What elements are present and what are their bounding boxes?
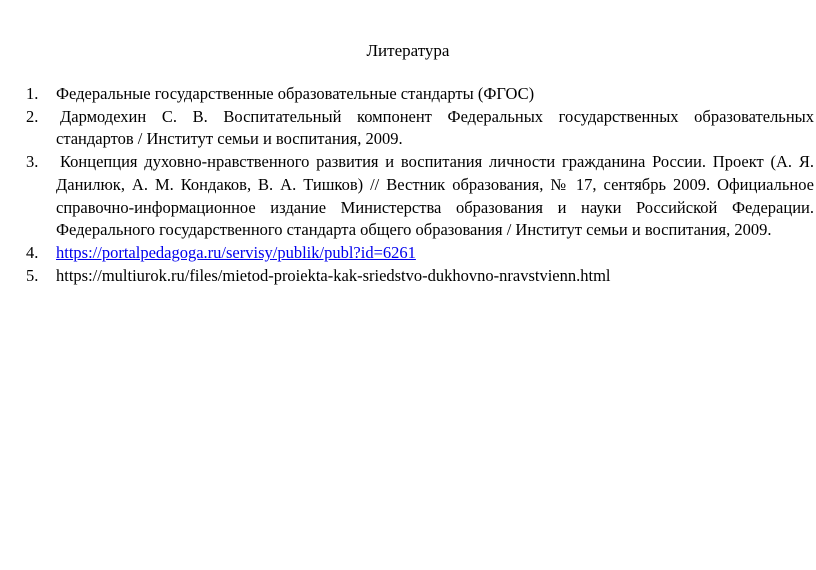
- reference-link[interactable]: https://portalpedagoga.ru/servisy/publik/publ?id=6261: [56, 242, 416, 262]
- page-title: Литература: [366, 41, 450, 60]
- reference-number: 1.: [26, 84, 39, 103]
- reference-text: Федеральные государственные образовательные стандарты (ФГОС): [56, 84, 535, 103]
- reference-item-2: [26, 106, 814, 151]
- reference-text: Дармодехин С. В. Воспитательный компонент Федеральных государственных образовательных стандартов / Институт семьи и воспитания, 2009.: [56, 106, 814, 149]
- reference-text: Концепция духовно-нравственного развития и воспитания личности гражданина России. Проект (А. Я. Данилюк, А. М. Кондаков, В. А. Тишков) // Вестник образования, № 17, сентябрь 2009. Официальное справочно-информационное издание Министерства образования и науки Российской Федерации. Федерального государственного стандарта общего образования / Институт семьи и воспитания, 2009.: [56, 152, 814, 240]
- reference-number: 2.: [26, 106, 39, 126]
- reference-number: 5.: [26, 265, 39, 285]
- reference-item-3: [26, 151, 814, 242]
- reference-item-4: [26, 242, 814, 265]
- reference-item-5: [26, 265, 814, 288]
- reference-item-1: [26, 83, 814, 106]
- reference-text: https://multiurok.ru/files/mietod-proiekta-kak-sriedstvo-dukhovno-nravstvienn.html: [56, 265, 611, 285]
- reference-list: [26, 83, 814, 287]
- reference-number: 4.: [26, 242, 39, 262]
- reference-number: 3.: [26, 152, 39, 172]
